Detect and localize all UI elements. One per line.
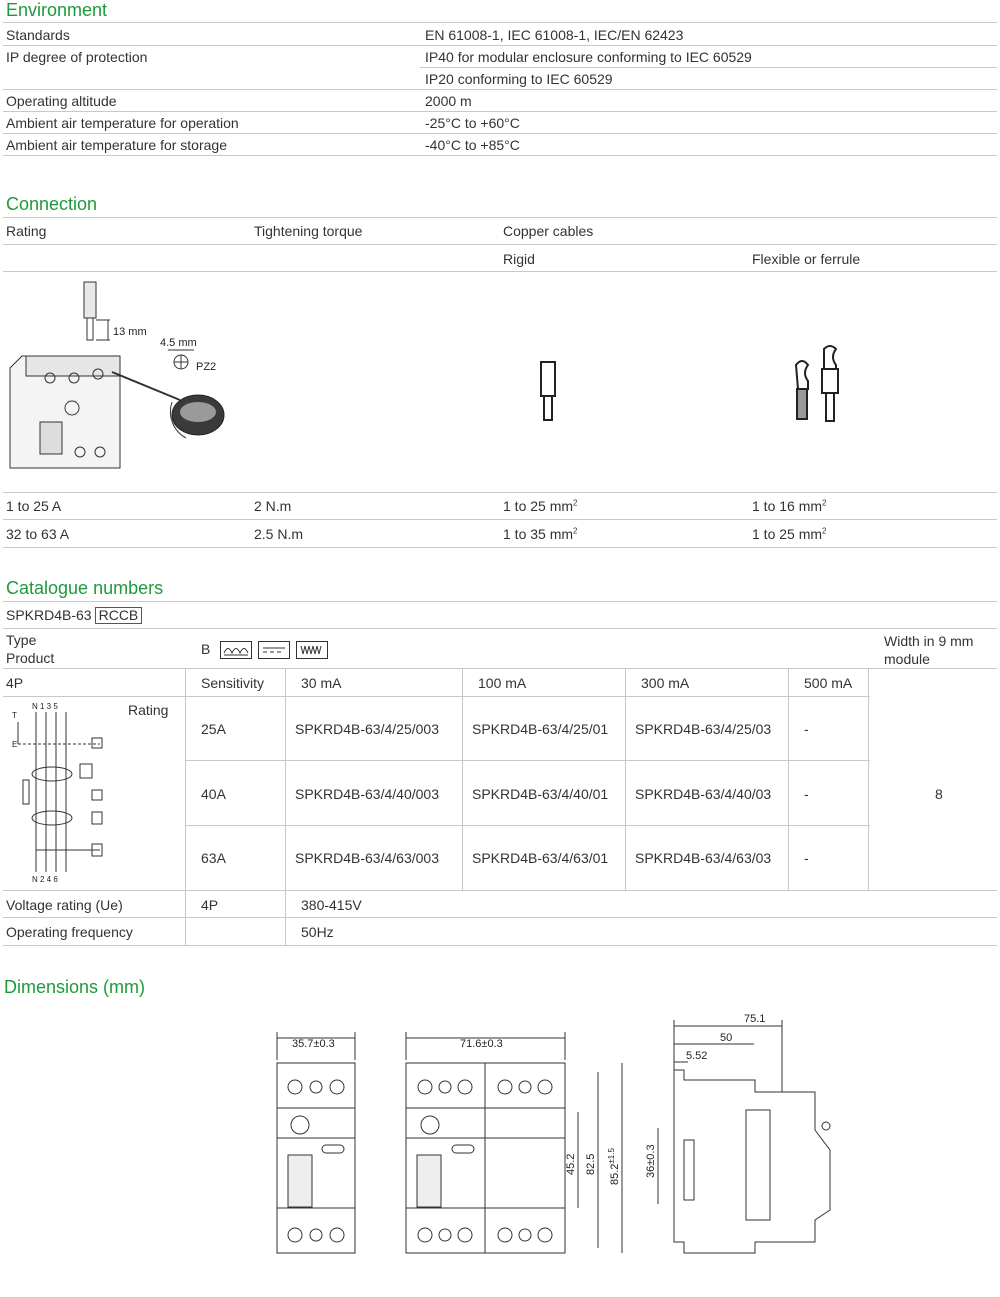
sensitivity-100: 100 mA [478,675,527,691]
dim-side-50: 50 [720,1032,733,1044]
environment-heading: Environment [6,0,108,20]
circuit-diagram [10,700,120,885]
conn-row2-torque: 2.5 N.m [254,526,304,542]
conn-row2-rigid: 1 to 35 $mm^2$ [503,526,578,542]
frequency-label: Operating frequency [6,924,133,940]
breaker-screwdriver-illustration [0,272,260,490]
poles-label: 4P [6,675,24,691]
env-label-operation-temp: Ambient air temperature for operation [6,115,239,131]
conn-header-rigid: Rigid [503,251,535,267]
conn-row1-torque: 2 N.m [254,498,292,514]
sensitivity-500: 500 mA [804,675,853,691]
conn-row2-rating: 32 to 63 A [6,526,70,542]
code-40-500: - [804,786,809,802]
rating-63a: 63A [201,850,226,866]
env-value-storage-temp: -40°C to +85°C [425,137,520,153]
conn-row1-rigid: 1 to 25 $mm^2$ [503,498,578,514]
code-63-03: SPKRD4B-63/4/63/03 [635,850,772,866]
env-value-altitude: 2000 m [425,93,472,109]
width-label: Width in 9 mm module [884,633,974,667]
code-25-003: SPKRD4B-63/4/25/003 [295,721,439,737]
rating-label: Rating [128,702,169,718]
high-frequency-icon [296,641,328,659]
code-25-500: - [804,721,809,737]
rigid-cable-icon [535,358,565,424]
voltage-poles: 4P [201,897,219,913]
divider [3,22,997,23]
code-40-03: SPKRD4B-63/4/40/03 [635,786,772,802]
env-value-ip-1: IP40 for modular enclosure conforming to IEC 60529 [425,49,752,65]
dim-single-width: 35.7±0.3 [292,1038,335,1050]
sensitivity-30: 30 mA [301,675,342,691]
env-value-operation-temp: -25°C to +60°C [425,115,520,131]
dim-h2: 82.5 [585,1153,597,1175]
code-63-500: - [804,850,809,866]
env-label-standards: Standards [6,27,70,43]
conn-header-flexible: Flexible or ferrule [752,251,861,267]
dc-icon [258,641,290,659]
svg-text:N 2 4 6: N 2 4 6 [32,875,58,884]
dim-h3: $85.2^{\pm 1.5}$ [607,1148,621,1185]
sensitivity-300: 300 mA [641,675,690,691]
dim-rail: 36±0.3 [645,1144,657,1178]
connection-heading: Connection [6,194,98,214]
pulsating-dc-icon [220,641,252,659]
conn-header-copper: Copper cables [503,223,594,239]
dim-side-depth: 75.1 [744,1013,766,1025]
code-63-003: SPKRD4B-63/4/63/003 [295,850,439,866]
catalogue-heading: Catalogue numbers [6,578,164,598]
voltage-label: Voltage rating (Ue) [6,897,123,913]
product-label: Product [6,650,55,666]
type-b: B [201,641,328,659]
flexible-ferrule-cable-icon [788,345,848,425]
rating-40a: 40A [201,786,226,802]
conn-row1-flexible: 1 to 16 $mm^2$ [752,498,827,514]
conn-header-torque: Tightening torque [254,223,363,239]
dim-h1: 45.2 [565,1153,577,1175]
code-40-003: SPKRD4B-63/4/40/003 [295,786,439,802]
frequency-value: 50Hz [301,924,334,940]
screw-type-label: PZ2 [196,361,217,373]
screw-width-label: 4.5 mm [160,337,197,349]
voltage-value: 380-415V [301,897,362,913]
conn-header-rating: Rating [6,223,47,239]
dimensions-drawing [260,1010,840,1270]
svg-text:E: E [12,740,18,749]
conn-row1-rating: 1 to 25 A [6,498,62,514]
env-label-storage-temp: Ambient air temperature for storage [6,137,227,153]
width-value: 8 [935,786,943,802]
conn-row2-flexible: 1 to 25 $mm^2$ [752,526,827,542]
svg-text:N 1 3 5: N 1 3 5 [32,702,58,711]
dim-side-552: 5.52 [686,1050,708,1062]
code-25-01: SPKRD4B-63/4/25/01 [472,721,609,737]
svg-text:T: T [12,711,17,720]
rating-25a: 25A [201,721,226,737]
type-label: Type [6,632,37,648]
dim-double-width: 71.6±0.3 [460,1038,503,1050]
env-value-standards: EN 61008-1, IEC 61008-1, IEC/EN 62423 [425,27,684,43]
strip-length-label: 13 mm [113,326,147,338]
env-label-ip: IP degree of protection [6,49,148,65]
code-63-01: SPKRD4B-63/4/63/01 [472,850,609,866]
env-label-altitude: Operating altitude [6,93,117,109]
sensitivity-label: Sensitivity [201,675,265,691]
rccb-badge: RCCB [95,607,143,624]
code-25-03: SPKRD4B-63/4/25/03 [635,721,772,737]
dimensions-heading: Dimensions (mm) [4,977,146,997]
code-40-01: SPKRD4B-63/4/40/01 [472,786,609,802]
catalogue-model: SPKRD4B-63 RCCB [6,607,142,624]
env-value-ip-2: IP20 conforming to IEC 60529 [425,71,613,87]
